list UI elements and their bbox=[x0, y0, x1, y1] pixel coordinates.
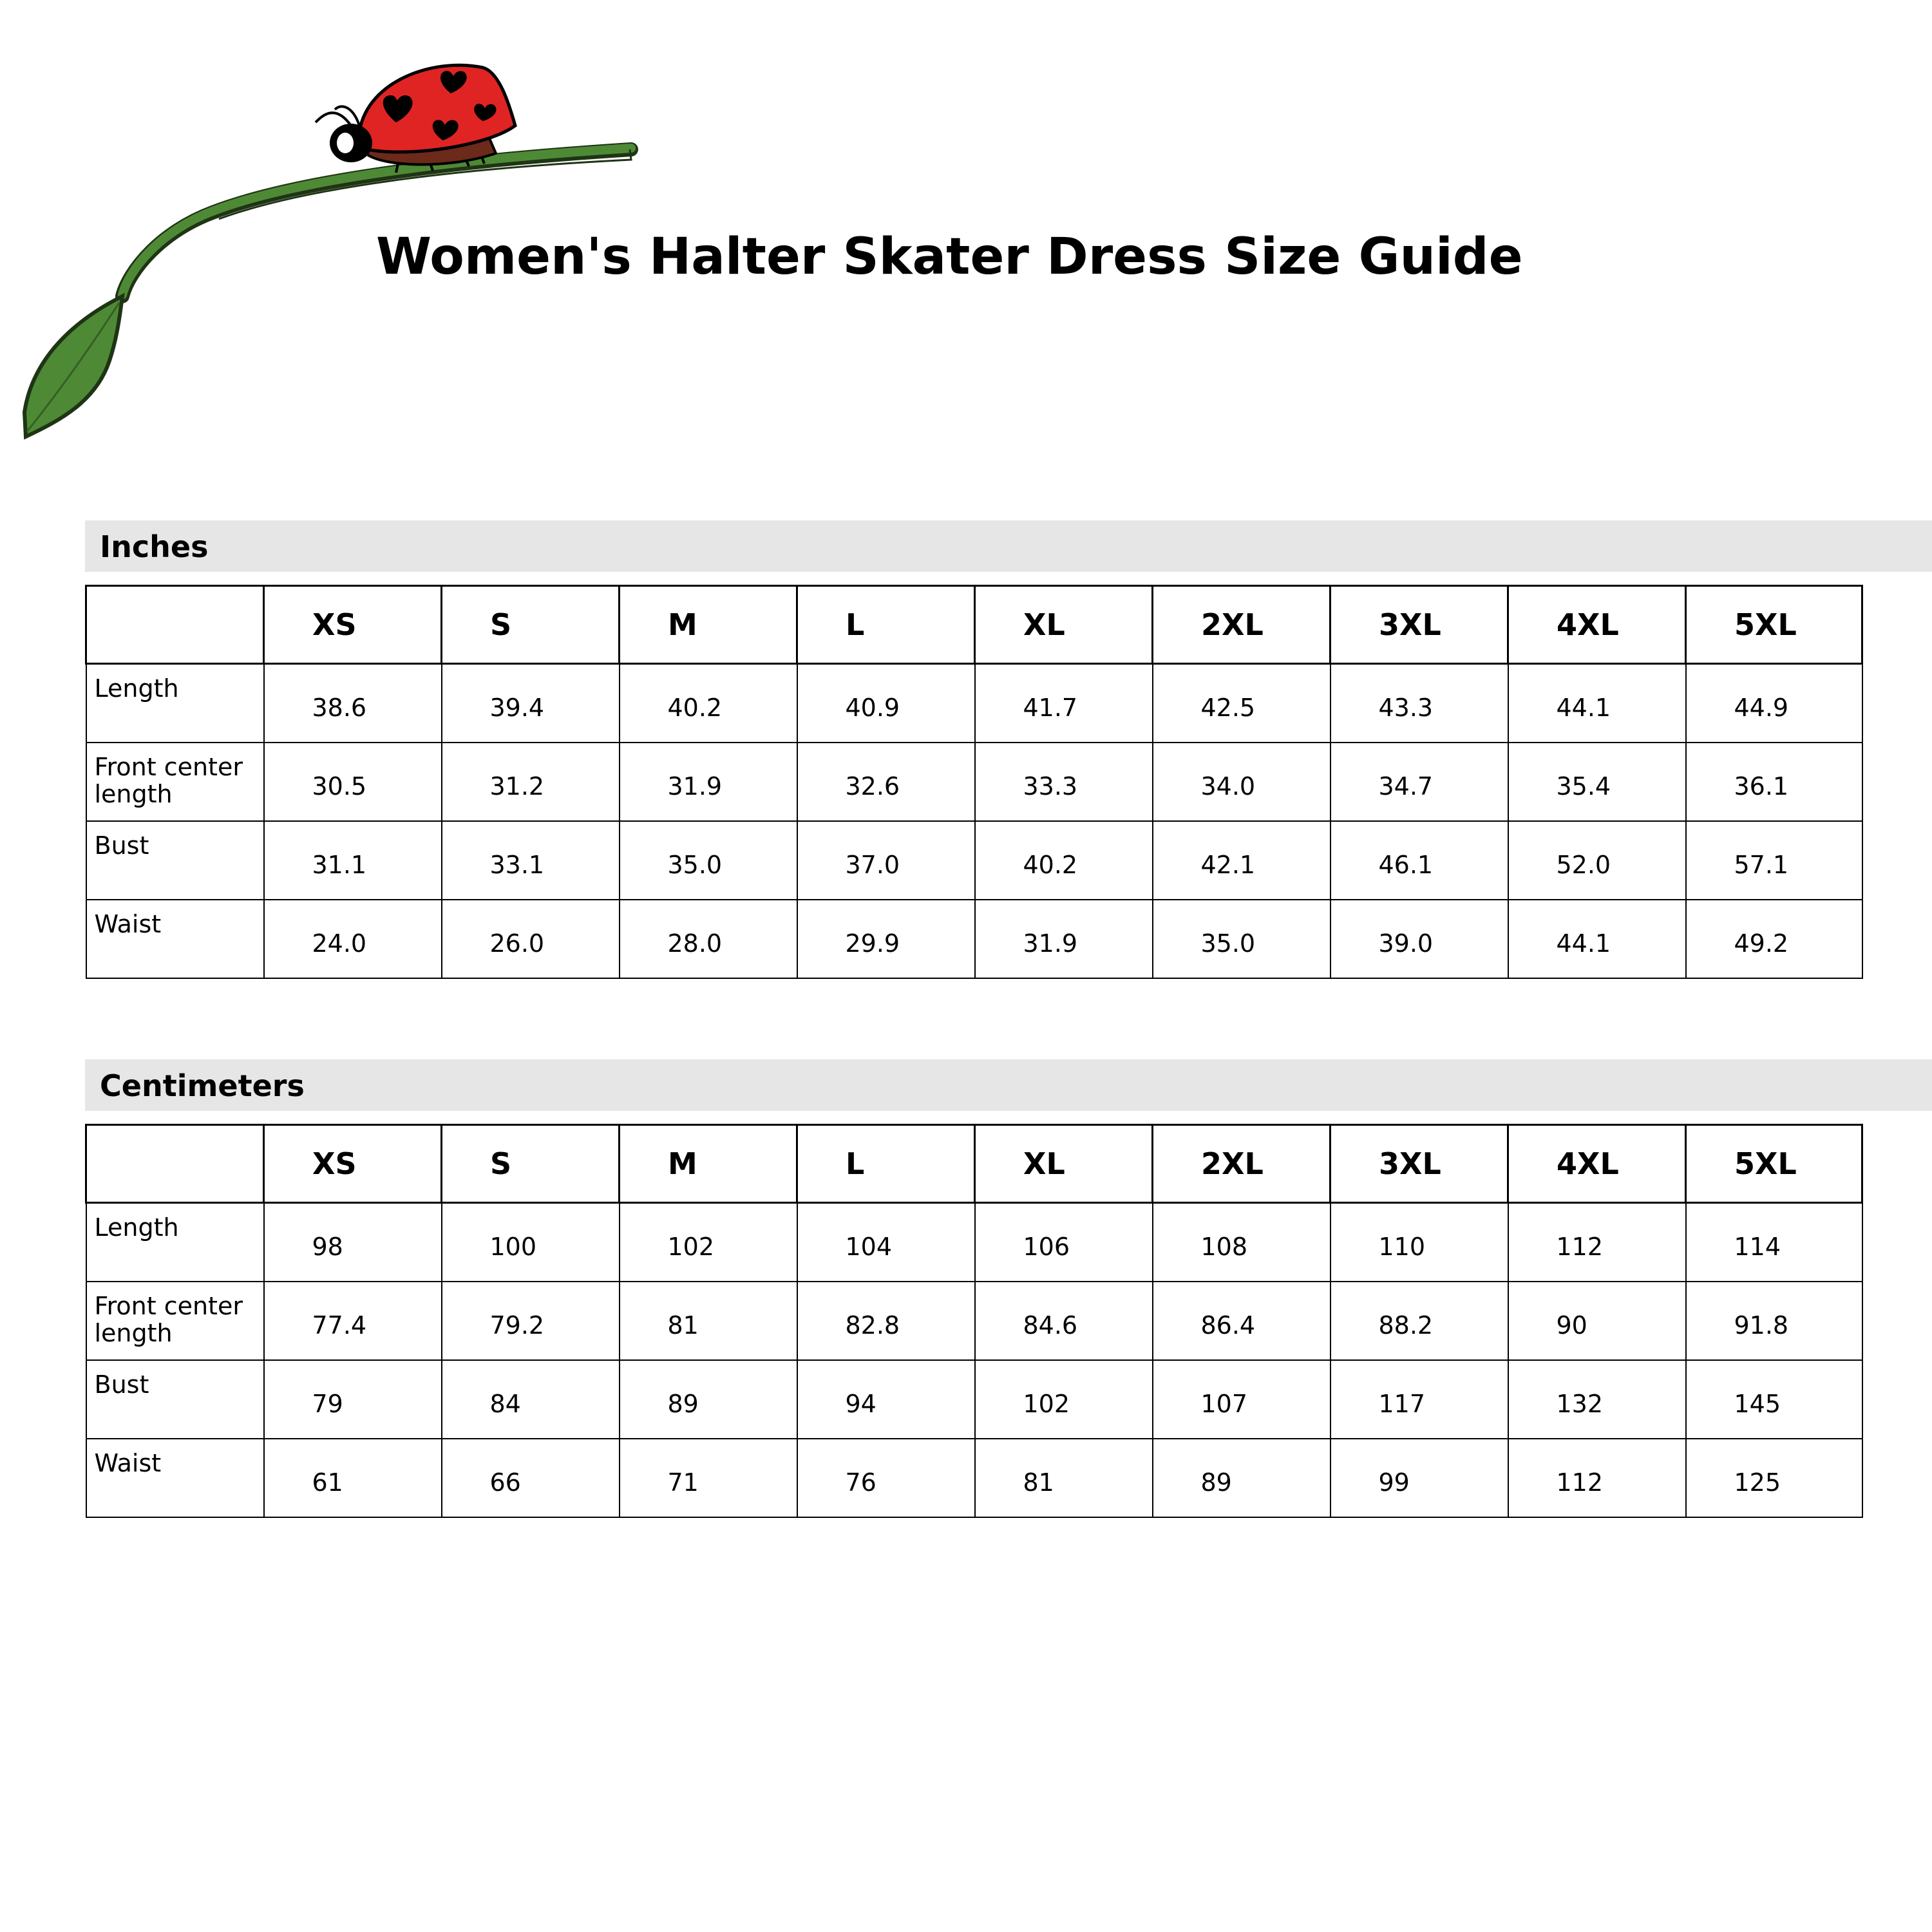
row-label: Waist bbox=[86, 1439, 264, 1517]
table-cell: 102 bbox=[975, 1360, 1153, 1439]
size-header: 2XL bbox=[1153, 586, 1331, 664]
table-header-row bbox=[86, 586, 1862, 664]
row-label: Waist bbox=[86, 900, 264, 978]
table-cell: 34.7 bbox=[1331, 743, 1508, 821]
row-label: Front center length bbox=[86, 1282, 264, 1360]
table-cell: 29.9 bbox=[797, 900, 975, 978]
size-header: 3XL bbox=[1331, 1125, 1508, 1203]
table-cell: 104 bbox=[797, 1203, 975, 1282]
table-cell: 39.4 bbox=[442, 664, 620, 743]
table-cell: 37.0 bbox=[797, 821, 975, 900]
table-cell: 98 bbox=[264, 1203, 442, 1282]
table-cell: 32.6 bbox=[797, 743, 975, 821]
table-cell: 112 bbox=[1508, 1203, 1686, 1282]
table-cell: 31.1 bbox=[264, 821, 442, 900]
table-cell: 77.4 bbox=[264, 1282, 442, 1360]
table-cell: 100 bbox=[442, 1203, 620, 1282]
table-cell: 108 bbox=[1153, 1203, 1331, 1282]
table-cell: 40.2 bbox=[975, 821, 1153, 900]
size-header: XS bbox=[264, 586, 442, 664]
table-cell: 91.8 bbox=[1686, 1282, 1862, 1360]
table-cell: 81 bbox=[620, 1282, 797, 1360]
table-cell: 44.9 bbox=[1686, 664, 1862, 743]
table-cell: 40.9 bbox=[797, 664, 975, 743]
table-cell: 28.0 bbox=[620, 900, 797, 978]
table-cell: 35.4 bbox=[1508, 743, 1686, 821]
table-cell: 57.1 bbox=[1686, 821, 1862, 900]
table-cell: 40.2 bbox=[620, 664, 797, 743]
table-row bbox=[86, 900, 1862, 978]
table-cell: 39.0 bbox=[1331, 900, 1508, 978]
table-cell: 44.1 bbox=[1508, 900, 1686, 978]
size-header: L bbox=[797, 1125, 975, 1203]
table-cell: 31.2 bbox=[442, 743, 620, 821]
table-row bbox=[86, 743, 1862, 821]
table-cell: 35.0 bbox=[620, 821, 797, 900]
size-header: S bbox=[442, 1125, 620, 1203]
table-cell: 84.6 bbox=[975, 1282, 1153, 1360]
table-cell: 79 bbox=[264, 1360, 442, 1439]
header-corner-cell bbox=[86, 586, 264, 664]
table-cell: 84 bbox=[442, 1360, 620, 1439]
size-header: 4XL bbox=[1508, 586, 1686, 664]
size-header: 3XL bbox=[1331, 586, 1508, 664]
table-cell: 88.2 bbox=[1331, 1282, 1508, 1360]
table-cell: 30.5 bbox=[264, 743, 442, 821]
size-header: S bbox=[442, 586, 620, 664]
ladybug-on-leaf-icon bbox=[0, 0, 644, 451]
row-label: Bust bbox=[86, 1360, 264, 1439]
size-header: L bbox=[797, 586, 975, 664]
table-cell: 112 bbox=[1508, 1439, 1686, 1517]
table-cell: 82.8 bbox=[797, 1282, 975, 1360]
table-row bbox=[86, 1439, 1862, 1517]
size-table-inches bbox=[85, 585, 1863, 979]
table-cell: 41.7 bbox=[975, 664, 1153, 743]
table-cell: 117 bbox=[1331, 1360, 1508, 1439]
size-header: 4XL bbox=[1508, 1125, 1686, 1203]
table-row bbox=[86, 664, 1862, 743]
table-cell: 42.1 bbox=[1153, 821, 1331, 900]
table-cell: 89 bbox=[620, 1360, 797, 1439]
table-cell: 42.5 bbox=[1153, 664, 1331, 743]
table-cell: 106 bbox=[975, 1203, 1153, 1282]
table-cell: 38.6 bbox=[264, 664, 442, 743]
table-cell: 99 bbox=[1331, 1439, 1508, 1517]
table-row bbox=[86, 1360, 1862, 1439]
table-cell: 86.4 bbox=[1153, 1282, 1331, 1360]
table-header-row bbox=[86, 1125, 1862, 1203]
table-cell: 49.2 bbox=[1686, 900, 1862, 978]
size-header: XS bbox=[264, 1125, 442, 1203]
size-header: 5XL bbox=[1686, 1125, 1862, 1203]
table-cell: 102 bbox=[620, 1203, 797, 1282]
table-cell: 43.3 bbox=[1331, 664, 1508, 743]
size-header: M bbox=[620, 1125, 797, 1203]
table-cell: 46.1 bbox=[1331, 821, 1508, 900]
table-cell: 71 bbox=[620, 1439, 797, 1517]
section-heading-inches: Inches bbox=[85, 520, 1932, 572]
table-cell: 76 bbox=[797, 1439, 975, 1517]
page-title: Women's Halter Skater Dress Size Guide bbox=[376, 228, 1523, 286]
table-cell: 33.1 bbox=[442, 821, 620, 900]
table-row bbox=[86, 1282, 1862, 1360]
table-cell: 44.1 bbox=[1508, 664, 1686, 743]
size-header: 5XL bbox=[1686, 586, 1862, 664]
table-cell: 94 bbox=[797, 1360, 975, 1439]
table-cell: 107 bbox=[1153, 1360, 1331, 1439]
table-cell: 36.1 bbox=[1686, 743, 1862, 821]
table-cell: 145 bbox=[1686, 1360, 1862, 1439]
table-cell: 79.2 bbox=[442, 1282, 620, 1360]
table-cell: 31.9 bbox=[975, 900, 1153, 978]
table-cell: 110 bbox=[1331, 1203, 1508, 1282]
table-cell: 52.0 bbox=[1508, 821, 1686, 900]
size-header: XL bbox=[975, 586, 1153, 664]
table-cell: 132 bbox=[1508, 1360, 1686, 1439]
row-label: Length bbox=[86, 664, 264, 743]
table-cell: 90 bbox=[1508, 1282, 1686, 1360]
size-header: XL bbox=[975, 1125, 1153, 1203]
size-table-centimeters bbox=[85, 1124, 1863, 1518]
row-label: Front center length bbox=[86, 743, 264, 821]
row-label: Bust bbox=[86, 821, 264, 900]
table-cell: 35.0 bbox=[1153, 900, 1331, 978]
size-header: M bbox=[620, 586, 797, 664]
table-cell: 31.9 bbox=[620, 743, 797, 821]
table-cell: 24.0 bbox=[264, 900, 442, 978]
table-cell: 89 bbox=[1153, 1439, 1331, 1517]
table-cell: 66 bbox=[442, 1439, 620, 1517]
table-cell: 61 bbox=[264, 1439, 442, 1517]
table-row bbox=[86, 1203, 1862, 1282]
table-cell: 33.3 bbox=[975, 743, 1153, 821]
table-cell: 26.0 bbox=[442, 900, 620, 978]
size-header: 2XL bbox=[1153, 1125, 1331, 1203]
table-row bbox=[86, 821, 1862, 900]
row-label: Length bbox=[86, 1203, 264, 1282]
table-cell: 34.0 bbox=[1153, 743, 1331, 821]
header-corner-cell bbox=[86, 1125, 264, 1203]
table-cell: 125 bbox=[1686, 1439, 1862, 1517]
section-heading-centimeters: Centimeters bbox=[85, 1059, 1932, 1111]
table-cell: 81 bbox=[975, 1439, 1153, 1517]
table-cell: 114 bbox=[1686, 1203, 1862, 1282]
